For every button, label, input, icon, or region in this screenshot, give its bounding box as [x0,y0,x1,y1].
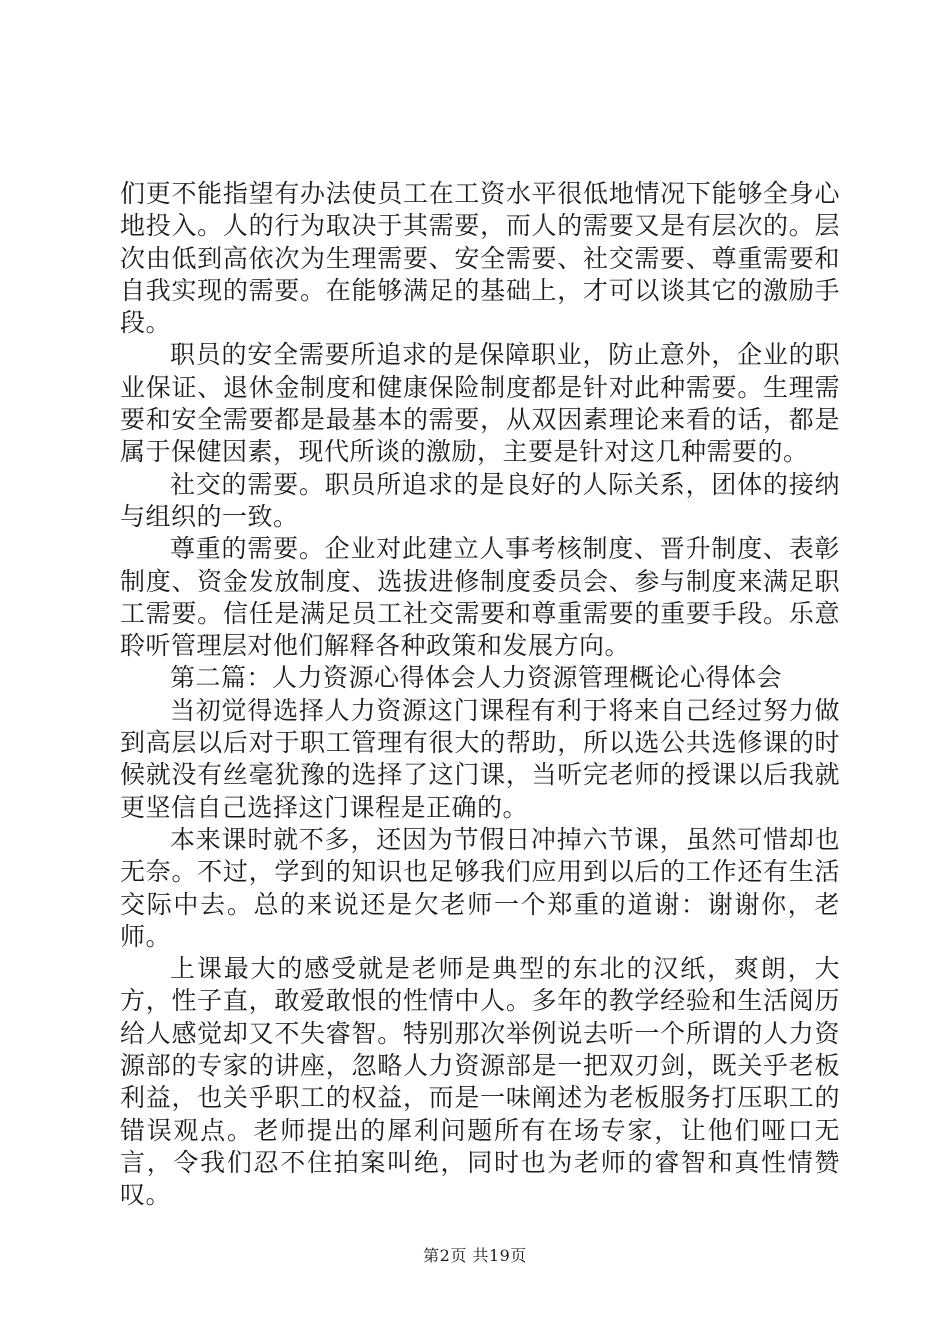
paragraph-7: 本来课时就不多，还因为节假日冲掉六节课，虽然可惜却也无奈。不过，学到的知识也足够我们应用到以后的工作还有生活交际中去。总的来说还是欠老师一个郑重的道谢：谢谢你，老师。 [120,824,840,951]
paragraph-4: 尊重的需要。企业对此建立人事考核制度、晋升制度、表彰制度、资金发放制度、选拔进修制度委员会、参与制度来满足职工需要。信任是满足员工社交需要和尊重需要的重要手段。乐意聆听管理层对他们解释各种政策和发展方向。 [120,534,840,661]
paragraph-6: 当初觉得选择人力资源这门课程有利于将来自己经过努力做到高层以后对于职工管理有很大的帮助，所以选公共选修课的时候就没有丝毫犹豫的选择了这门课，当听完老师的授课以后我就更坚信自己选择这门课程是正确的。 [120,695,840,822]
paragraph-8: 上课最大的感受就是老师是典型的东北的汉纸，爽朗，大方，性子直，敢爱敢恨的性情中人。多年的教学经验和生活阅历给人感觉却又不失睿智。特别那次举例说去听一个所谓的人力资源部的专家的讲座，忽略人力资源部是一把双刃剑，既关乎老板利益，也关乎职工的权益，而是一味阐述为老板服务打压职工的错误观点。老师提出的犀利问题所有在场专家，让他们哑口无言，令我们忍不住拍案叫绝，同时也为老师的睿智和真性情赞叹。 [120,954,840,1210]
paragraph-3: 社交的需要。职员所追求的是良好的人际关系，团体的接纳与组织的一致。 [120,469,840,531]
section-heading: 第二篇：人力资源心得体会人力资源管理概论心得体会 [170,663,783,693]
document-body [120,178,840,1212]
page-number-footer: 第2页 共19页 [423,1246,527,1265]
paragraph-2: 职员的安全需要所追求的是保障职业，防止意外，企业的职业保证、退休金制度和健康保险制度都是针对此种需要。生理需要和安全需要都是最基本的需要，从双因素理论来看的话，都是属于保健因素，现代所谈的激励，主要是针对这几种需要的。 [120,340,840,467]
paragraph-1: 们更不能指望有办法使员工在工资水平很低地情况下能够全身心地投入。人的行为取决于其需要，而人的需要又是有层次的。层次由低到高依次为生理需要、安全需要、社交需要、尊重需要和自我实现的需要。在能够满足的基础上，才可以谈其它的激励手段。 [120,179,840,338]
